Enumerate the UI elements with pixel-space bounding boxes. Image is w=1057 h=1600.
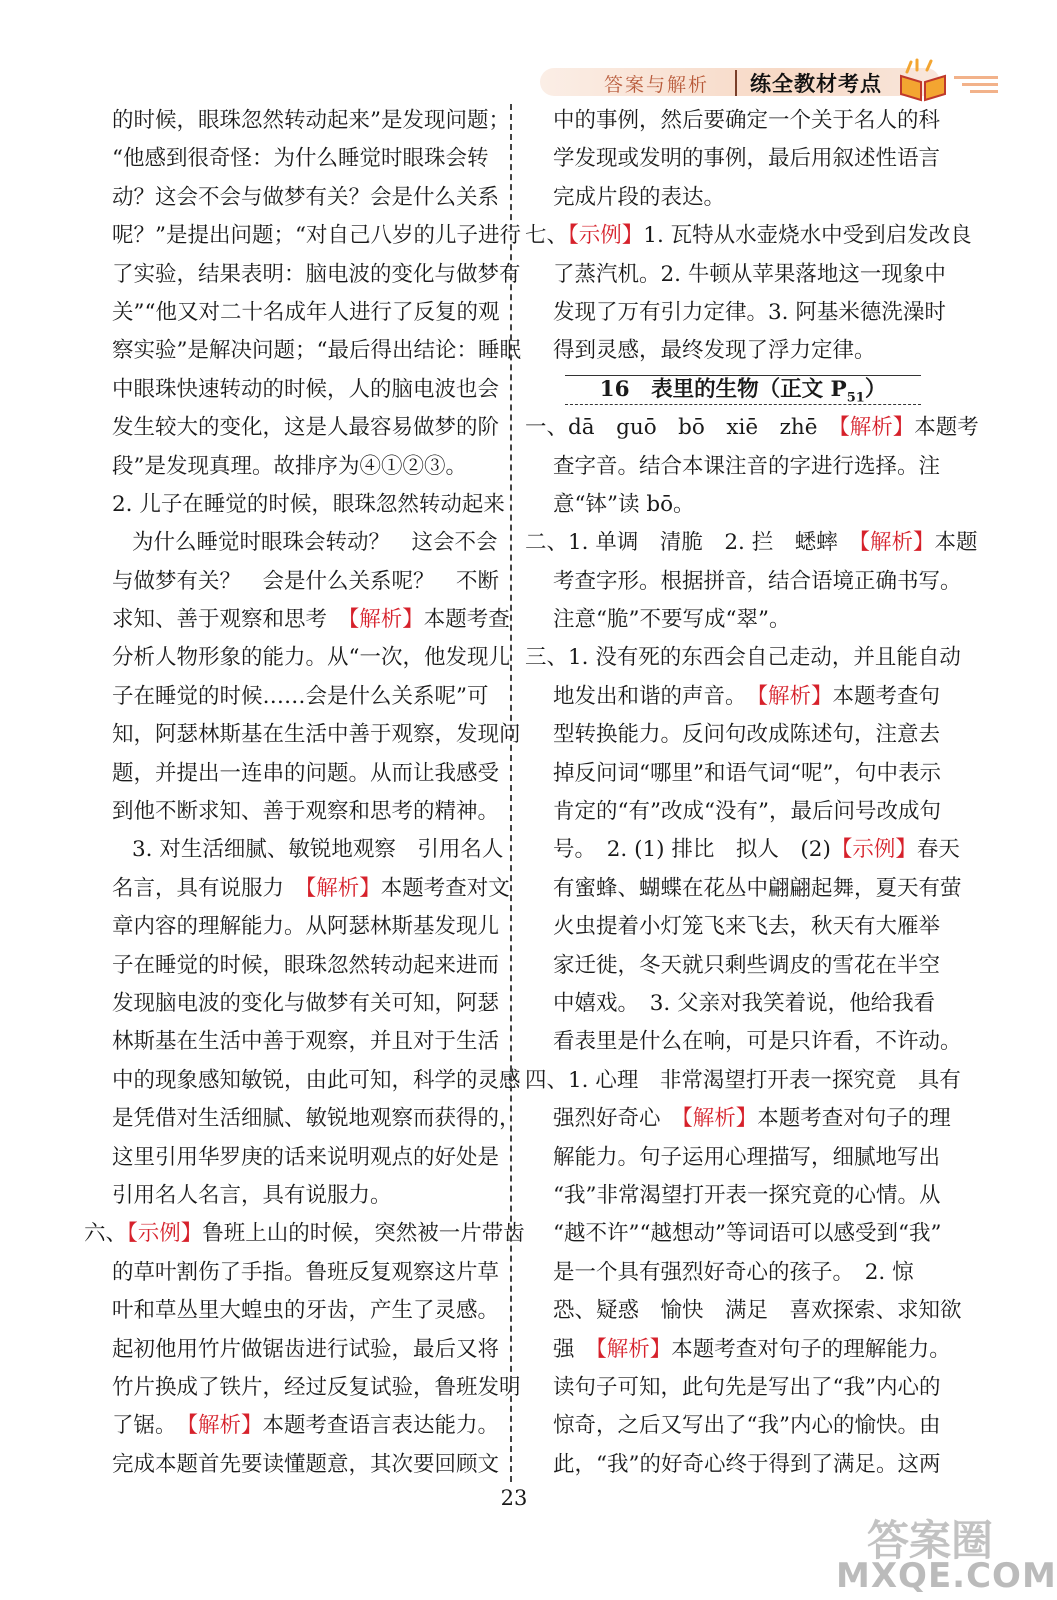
example-tag: 【示例】 xyxy=(830,837,917,863)
left-column xyxy=(84,102,525,1484)
analysis-tag: 【解析】 xyxy=(187,1413,263,1439)
text-run: 本题考查语言表达能力。 xyxy=(262,1413,500,1439)
text-line: 解能力。句子运用心理描写，细腻地写出 xyxy=(553,1144,941,1170)
text-run: 本题考查 xyxy=(423,607,510,633)
text-line: 看表里是什么在响，可是只许看，不许动。 xyxy=(553,1029,962,1055)
text-run: 本题考查对句子的理解能力。 xyxy=(671,1336,951,1362)
header-separator xyxy=(735,70,737,96)
text-line: 竹片换成了铁片，经过反复试验，鲁班发明 xyxy=(112,1374,521,1400)
text-run: 强 xyxy=(553,1336,597,1362)
text-run: 号。 2. (1) 排比 拟人 (2) xyxy=(553,837,831,863)
text-line: 动？这会不会与做梦有关？会是什么关系 xyxy=(112,184,500,210)
header-book-title: 练全教材考点 xyxy=(750,72,882,96)
watermark-title: 答案圈 xyxy=(866,1516,993,1565)
text-line: 知，阿瑟林斯基在生活中善于观察，发现问 xyxy=(112,722,521,748)
text-line: 林斯基在生活中善于观察，并且对于生活 xyxy=(112,1029,500,1055)
text-line: 子在睡觉的时候，眼珠忽然转动起来进而 xyxy=(112,952,500,978)
text-run: 1. 瓦特从水壶烧水中受到启发改良 xyxy=(643,223,972,249)
text-run: 本题考 xyxy=(914,415,979,441)
text-line: 了蒸汽机。2. 牛顿从苹果落地这一现象中 xyxy=(553,261,946,287)
text-line xyxy=(553,1331,951,1369)
lesson-heading xyxy=(553,371,933,409)
text-run: 了锯。 xyxy=(112,1413,188,1439)
text-line: 的时候，眼珠忽然转动起来”是发现问题； xyxy=(112,108,510,133)
column-divider xyxy=(510,104,512,1482)
watermark-logo xyxy=(836,1504,1057,1598)
text-line xyxy=(112,601,510,639)
text-line: 起初他用竹片做锯齿进行试验，最后又将 xyxy=(112,1336,500,1362)
text-line: “他感到很奇怪：为什么睡觉时眼珠会转 xyxy=(112,146,489,172)
text-run: 二、1. 单调 清脆 2. 拦 蟋蟀 xyxy=(525,530,860,556)
lesson-title: 16 表里的生物（正文 P xyxy=(599,376,847,402)
text-line: 惊奇，之后又写出了“我”内心的愉快。由 xyxy=(553,1413,941,1439)
text-line: 发现了万有引力定律。3. 阿基米德洗澡时 xyxy=(553,299,946,325)
text-line: 型转换能力。反问句改成陈述句，注意去 xyxy=(553,722,941,748)
text-line: 完成本题首先要读懂题意，其次要回顾文 xyxy=(112,1451,500,1477)
page-subscript: 51 xyxy=(846,390,865,406)
text-line: 了实验，结果表明：脑电波的变化与做梦有 xyxy=(112,261,521,287)
page-header xyxy=(540,58,1010,104)
text-line xyxy=(553,1100,951,1138)
text-line: 3. 对生活细腻、敏锐地观察 引用名人 xyxy=(132,837,504,863)
decorative-lines-icon xyxy=(954,74,998,94)
watermark-url: MXQE.COM xyxy=(836,1556,1057,1596)
analysis-tag: 【解析】 xyxy=(348,607,424,633)
text-line: “越不许”“越想动”等词语可以感受到“我” xyxy=(553,1221,942,1247)
example-tag: 【示例】 xyxy=(568,223,644,249)
text-line: 章内容的理解能力。从阿瑟林斯基发现儿 xyxy=(112,914,500,940)
text-line: 中的事例，然后要确定一个关于名人的科 xyxy=(553,108,941,133)
right-column xyxy=(525,102,979,1484)
text-run: 一、dā guō bō xiē zhē xyxy=(525,415,839,441)
text-line: 叶和草丛里大蝗虫的牙齿，产生了灵感。 xyxy=(112,1298,500,1324)
text-run: 本题考查句 xyxy=(832,683,941,709)
example-tag: 【示例】 xyxy=(127,1221,203,1247)
text-line: 完成片段的表达。 xyxy=(553,184,726,210)
question-number: 六、 xyxy=(84,1221,128,1247)
text-line: 火虫提着小灯笼飞来飞去，秋天有大雁举 xyxy=(553,914,941,940)
analysis-tag: 【解析】 xyxy=(757,683,833,709)
text-line: 学发现或发明的事例，最后用叙述性语言 xyxy=(553,146,941,172)
text-line: “我”非常渴望打开表一探究竟的心情。从 xyxy=(553,1182,941,1208)
text-line: 呢？”是提出问题；“对自己八岁的儿子进行 xyxy=(112,223,521,249)
text-line: 到他不断求知、善于观察和思考的精神。 xyxy=(112,799,500,825)
text-line: 子在睡觉的时候……会是什么关系呢”可 xyxy=(112,683,489,709)
text-line: 查字音。结合本课注音的字进行选择。注 xyxy=(553,453,941,479)
text-line: 得到灵感，最终发现了浮力定律。 xyxy=(553,338,876,364)
header-section-title: 答案与解析 xyxy=(604,74,710,96)
text-line: 掉反问词“哪里”和语气词“呢”，句中表示 xyxy=(553,760,941,786)
text-line: 家迁徙，冬天就只剩些调皮的雪花在半空 xyxy=(553,952,941,978)
text-line: 察实验”是解决问题；“最后得出结论：睡眠 xyxy=(112,338,521,364)
text-line: 的草叶割伤了手指。鲁班反复观察这片草 xyxy=(112,1259,500,1285)
text-line xyxy=(84,1215,525,1253)
text-line: 意“钵”读 bō。 xyxy=(553,491,695,517)
text-line: 恐、疑惑 愉快 满足 喜欢探索、求知欲 xyxy=(553,1298,962,1324)
text-run: 鲁班上山的时候，突然被一片带齿 xyxy=(202,1221,525,1247)
text-line: 引用名人名言，具有说服力。 xyxy=(112,1182,392,1208)
text-line: 中的现象感知敏锐，由此可知，科学的灵感 xyxy=(112,1067,521,1093)
text-line: 是一个具有强烈好奇心的孩子。 2. 惊 xyxy=(553,1259,914,1285)
text-line xyxy=(112,870,510,908)
analysis-tag: 【解析】 xyxy=(305,875,381,901)
text-run: 强烈好奇心 xyxy=(553,1106,683,1132)
text-run: 本题 xyxy=(934,530,978,556)
text-line: 中嬉戏。 3. 父亲对我笑着说，他给我看 xyxy=(553,990,936,1016)
analysis-tag: 【解析】 xyxy=(859,530,935,556)
text-line: 发现脑电波的变化与做梦有关可知，阿瑟 xyxy=(112,990,500,1016)
text-run: 地发出和谐的声音。 xyxy=(553,683,758,709)
open-book-icon xyxy=(897,58,949,102)
text-line: 与做梦有关？ 会是什么关系呢？ 不断 xyxy=(112,568,500,594)
text-line xyxy=(553,831,960,869)
text-line: 2. 儿子在睡觉的时候，眼珠忽然转动起来 xyxy=(112,491,505,517)
text-line xyxy=(525,409,979,447)
page-number: 23 xyxy=(500,1486,528,1510)
text-line: 肯定的“有”改成“没有”，最后问号改成句 xyxy=(553,799,941,825)
text-line: 发生较大的变化，这是人最容易做梦的阶 xyxy=(112,415,500,441)
text-line: 是凭借对生活细腻、敏锐地观察而获得的， xyxy=(112,1106,521,1132)
text-line: 中眼珠快速转动的时候，人的脑电波也会 xyxy=(112,376,500,402)
text-run: 求知、善于观察和思考 xyxy=(112,607,349,633)
text-line xyxy=(525,524,978,562)
text-line: 段”是发现真理。故排序为④①②③。 xyxy=(112,453,467,479)
text-line xyxy=(112,1407,500,1445)
text-line: 此，“我”的好奇心终于得到了满足。这两 xyxy=(553,1451,941,1477)
lesson-title-close: ） xyxy=(864,376,887,402)
analysis-tag: 【解析】 xyxy=(838,415,915,441)
question-number: 七、 xyxy=(525,223,569,249)
text-line xyxy=(553,678,941,716)
text-run: 本题考查对文 xyxy=(380,875,510,901)
analysis-tag: 【解析】 xyxy=(596,1336,672,1362)
text-run: 春天 xyxy=(916,837,960,863)
text-line: 分析人物形象的能力。从“一次，他发现儿 xyxy=(112,645,510,671)
text-line: 考查字形。根据拼音，结合语境正确书写。 xyxy=(553,568,962,594)
text-line: 为什么睡觉时眼珠会转动？ 这会不会 xyxy=(132,530,498,556)
text-line: 注意“脆”不要写成“翠”。 xyxy=(553,607,791,633)
analysis-tag: 【解析】 xyxy=(682,1106,758,1132)
text-run: 名言，具有说服力 xyxy=(112,875,306,901)
text-line: 读句子可知，此句先是写出了“我”内心的 xyxy=(553,1374,941,1400)
text-line: 有蜜蜂、蝴蝶在花丛中翩翩起舞，夏天有萤 xyxy=(553,875,962,901)
text-line: 关”“他又对二十名成年人进行了反复的观 xyxy=(112,299,500,325)
text-line: 三、1. 没有死的东西会自己走动，并且能自动 xyxy=(525,645,961,671)
text-run: 本题考查对句子的理 xyxy=(757,1106,951,1132)
text-line: 这里引用华罗庚的话来说明观点的好处是 xyxy=(112,1144,500,1170)
text-line: 题，并提出一连串的问题。从而让我感受 xyxy=(112,760,500,786)
text-line xyxy=(525,217,972,255)
text-line: 四、1. 心理 非常渴望打开表一探究竟 具有 xyxy=(525,1067,961,1093)
